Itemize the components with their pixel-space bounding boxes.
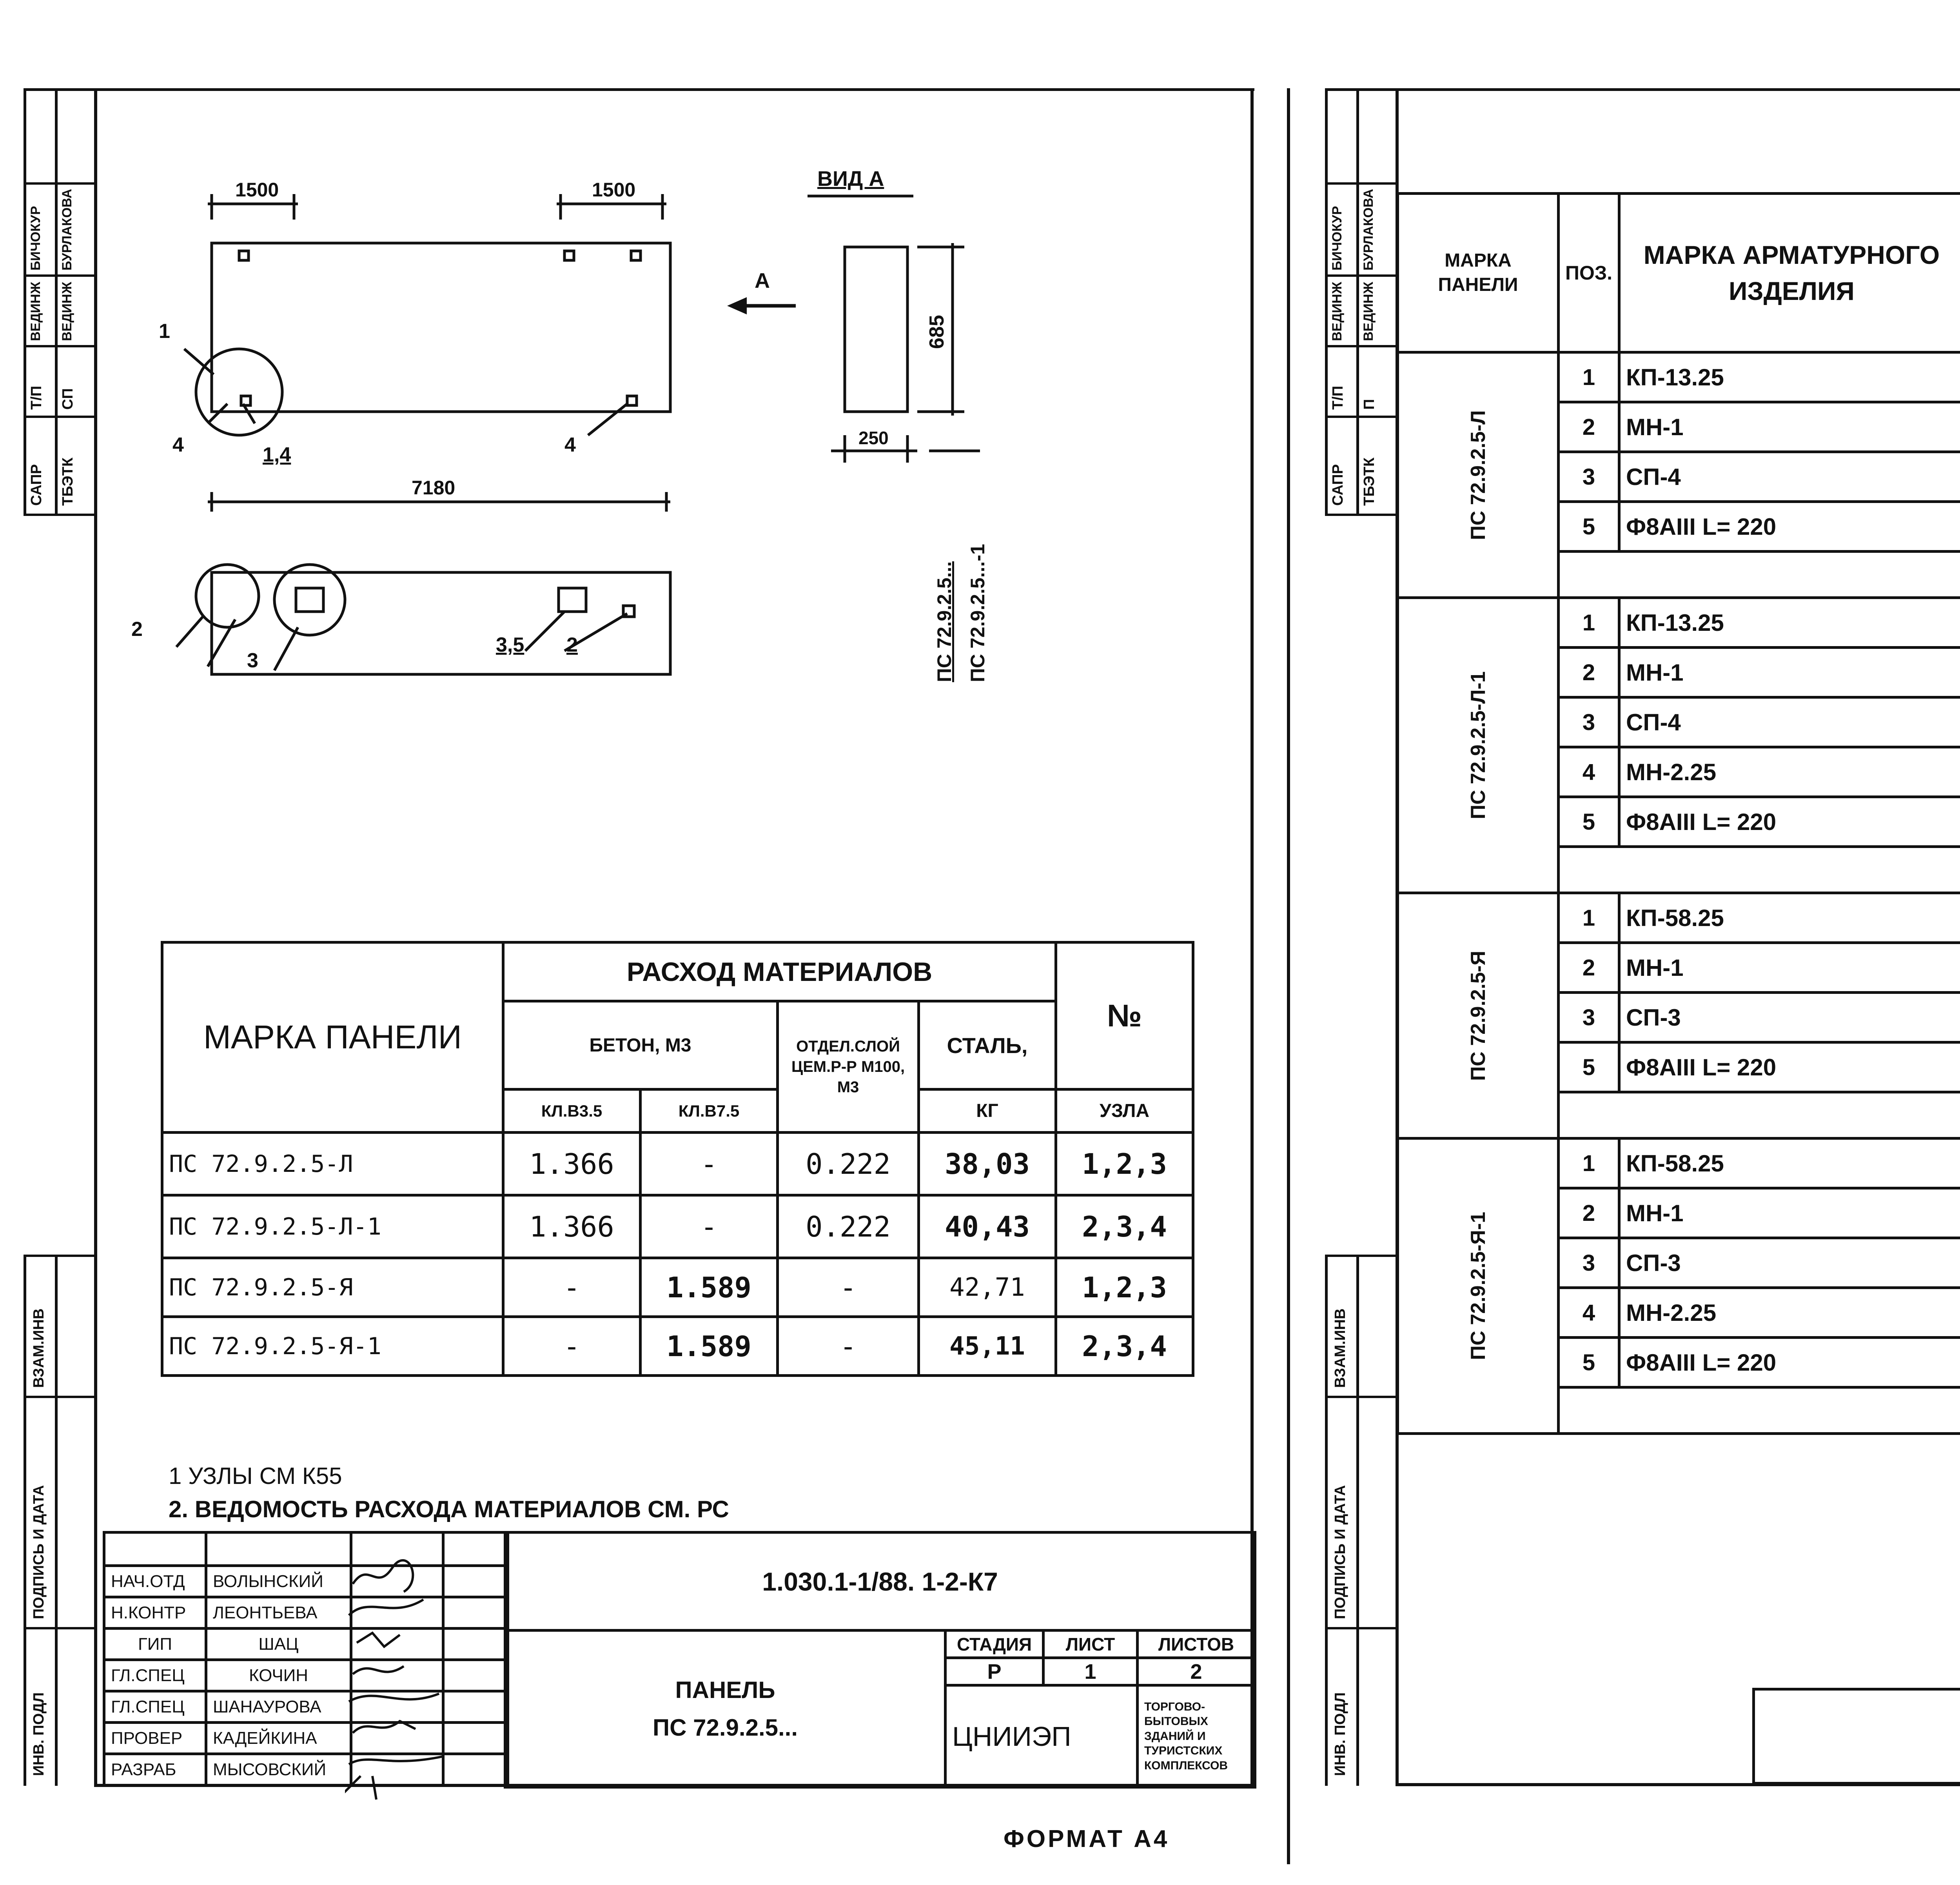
cell-item: Ф8АIII L= 220 xyxy=(1619,797,1960,847)
cell-steel: 40,43 xyxy=(919,1195,1056,1258)
group-total xyxy=(1559,1092,1960,1139)
panel-mark-cell xyxy=(1398,352,1559,598)
callout-label: 4 xyxy=(564,434,576,456)
spec-row xyxy=(1398,1139,1960,1188)
panel-plan-outline xyxy=(212,243,670,412)
cell-pos: 3 xyxy=(1559,993,1619,1042)
format-label-left: ФОРМАТ А4 xyxy=(1004,1825,1170,1852)
col-header: ПОЗ. xyxy=(1559,194,1619,352)
spec-row xyxy=(1398,598,1960,648)
cell-finish: - xyxy=(778,1317,919,1376)
table-row xyxy=(162,1317,1193,1376)
cell-b75: - xyxy=(641,1195,778,1258)
panel-mark-label: ПС 72.9.2.5... xyxy=(933,561,955,682)
panel-mark-label: ПС 72.9.2.5-Л-1 xyxy=(1466,671,1490,819)
sheet-header: ЛИСТ xyxy=(1044,1631,1138,1658)
role-label: ГЛ.СПЕЦ xyxy=(104,1691,206,1723)
cell-mark: ПС 72.9.2.5-Я-1 xyxy=(162,1317,503,1376)
panel-mark-cell xyxy=(1398,893,1559,1139)
panel-mark-cell xyxy=(1398,1139,1559,1434)
materials-table xyxy=(161,941,1194,1377)
drawing-code-right xyxy=(1754,1689,1960,1783)
sheets-header: ЛИСТОВ xyxy=(1138,1631,1255,1658)
cell-pos: 4 xyxy=(1559,747,1619,797)
cell-item: МН-1 xyxy=(1619,648,1960,697)
panel-mark-label: ПС 72.9.2.5-Я-1 xyxy=(1466,1211,1490,1360)
cell-item: СП-4 xyxy=(1619,452,1960,502)
cell-item: МН-2.25 xyxy=(1619,1288,1960,1338)
table-title: РАСХОД МАТЕРИАЛОВ xyxy=(503,942,1056,1001)
cell-item: Ф8АIII L= 220 xyxy=(1619,502,1960,552)
cell-mark: ПС 72.9.2.5-Я xyxy=(162,1258,503,1317)
cell-item: КП-13.25 xyxy=(1619,598,1960,648)
sheet-value: 1 xyxy=(1044,1658,1138,1685)
side-label: САПР xyxy=(28,464,45,506)
callout-label: 4 xyxy=(172,434,184,456)
organization: ЦНИИЭП xyxy=(946,1685,1138,1787)
side-label: ИНВ. ПОДЛ xyxy=(1332,1692,1348,1776)
panel-mark-cell xyxy=(1398,598,1559,893)
col-header: МАРКА АРМАТУРНОГО ИЗДЕЛИЯ xyxy=(1619,194,1960,352)
side-label: ВЕДИНЖ xyxy=(28,281,43,341)
side-label: ИНВ. ПОДЛ xyxy=(31,1692,47,1776)
role-label: РАЗРАБ xyxy=(104,1754,206,1785)
person-name: ЛЕОНТЬЕВА xyxy=(206,1597,351,1629)
side-label: Т/П xyxy=(28,385,45,410)
side-label: ТБЭТК xyxy=(60,457,76,506)
cell-pos: 2 xyxy=(1559,1188,1619,1238)
col-header: СТАЛЬ, xyxy=(919,1001,1056,1090)
note-2: 2. ВЕДОМОСТЬ РАСХОДА МАТЕРИАЛОВ СМ. РС xyxy=(169,1496,729,1522)
callout-label: 3 xyxy=(247,649,258,672)
sub-header: КЛ.В7.5 xyxy=(641,1090,778,1133)
cell-pos: 3 xyxy=(1559,452,1619,502)
note-1: 1 УЗЛЫ СМ К55 xyxy=(169,1463,342,1489)
side-label: ВЕДИНЖ xyxy=(60,281,74,341)
col-header: БЕТОН, М3 xyxy=(503,1001,778,1090)
dim-label-7180: 7180 xyxy=(412,477,456,499)
side-label: Т/П xyxy=(1330,385,1346,410)
cell-item: МН-1 xyxy=(1619,402,1960,452)
sheets-value: 2 xyxy=(1138,1658,1255,1685)
person-name: ШАЦ xyxy=(206,1629,351,1660)
cell-pos: 4 xyxy=(1559,1288,1619,1338)
cell-finish: 0.222 xyxy=(778,1133,919,1195)
dim-label-1500-right: 1500 xyxy=(592,179,636,201)
col-header: МАРКА ПАНЕЛИ xyxy=(1398,194,1559,352)
cell-b75: 1.589 xyxy=(641,1317,778,1376)
cell-pos: 5 xyxy=(1559,797,1619,847)
cell-pos: 1 xyxy=(1559,1139,1619,1188)
side-label: БИЧОКУР xyxy=(28,206,43,271)
callout-label: 3,5 xyxy=(496,634,524,656)
sub-header: КГ xyxy=(919,1090,1056,1133)
fold-line xyxy=(1287,88,1290,1864)
cell-b35: 1.366 xyxy=(503,1133,641,1195)
spec-row xyxy=(1398,893,1960,943)
side-label: ВЗАМ.ИНВ xyxy=(1332,1308,1348,1388)
signatures xyxy=(345,1556,474,1807)
cell-b35: - xyxy=(503,1258,641,1317)
cell-item: МН-1 xyxy=(1619,943,1960,993)
role-label: ГЛ.СПЕЦ xyxy=(104,1660,206,1691)
cell-item: СП-3 xyxy=(1619,993,1960,1042)
cell-pos: 1 xyxy=(1559,893,1619,943)
group-total xyxy=(1559,552,1960,598)
cell-item: СП-4 xyxy=(1619,697,1960,747)
spec-row xyxy=(1398,352,1960,402)
right-stamp xyxy=(1752,1688,1960,1785)
panel-mark-label: ПС 72.9.2.5-Л xyxy=(1466,410,1490,540)
side-label: СП xyxy=(60,388,76,410)
group-total xyxy=(1559,1387,1960,1434)
side-label: САПР xyxy=(1330,464,1346,506)
cell-pos: 3 xyxy=(1559,697,1619,747)
cell-pos: 2 xyxy=(1559,648,1619,697)
cell-pos: 3 xyxy=(1559,1238,1619,1288)
callout-label: 1,4 xyxy=(263,443,291,466)
role-label: Н.КОНТР xyxy=(104,1597,206,1629)
cell-pos: 5 xyxy=(1559,502,1619,552)
role-label: ПРОВЕР xyxy=(104,1723,206,1754)
drawing-name: ПАНЕЛЬ xyxy=(675,1676,775,1703)
cell-pos: 1 xyxy=(1559,598,1619,648)
panel-drawing xyxy=(0,0,1286,706)
organization-subtitle: ТОРГОВО-БЫТОВЫХ ЗДАНИЙ И ТУРИСТСКИХ КОМПЛЕКСОВ xyxy=(1138,1685,1255,1787)
spec-table xyxy=(1396,192,1960,1435)
person-name: МЫСОВСКИЙ xyxy=(206,1754,351,1785)
cell-b75: 1.589 xyxy=(641,1258,778,1317)
cell-pos: 5 xyxy=(1559,1042,1619,1092)
cell-b35: - xyxy=(503,1317,641,1376)
side-label: ВЗАМ.ИНВ xyxy=(31,1308,47,1388)
col-header: № xyxy=(1056,942,1193,1090)
view-arrow-icon xyxy=(727,297,796,314)
table-row xyxy=(162,1133,1193,1195)
callout-label: 2 xyxy=(566,634,578,656)
col-header: МАРКА ПАНЕЛИ xyxy=(162,942,503,1133)
side-label: ВЕДИНЖ xyxy=(1330,281,1345,341)
cell-mark: ПС 72.9.2.5-Л xyxy=(162,1133,503,1195)
cell-b35: 1.366 xyxy=(503,1195,641,1258)
cell-pos: 2 xyxy=(1559,402,1619,452)
cell-pos: 2 xyxy=(1559,943,1619,993)
cell-item: КП-58.25 xyxy=(1619,893,1960,943)
cell-node: 2,3,4 xyxy=(1056,1317,1193,1376)
panel-mark-label: ПС 72.9.2.5-Я xyxy=(1466,950,1490,1081)
side-label: БУРЛАКОВА xyxy=(60,189,74,271)
view-title: ВИД А xyxy=(817,167,884,191)
cell-steel: 42,71 xyxy=(919,1258,1056,1317)
panel-mark-label: ПС 72.9.2.5...-1 xyxy=(967,544,989,682)
cell-node: 1,2,3 xyxy=(1056,1133,1193,1195)
stage-value: Р xyxy=(946,1658,1044,1685)
dim-label-250: 250 xyxy=(858,428,889,448)
drawing-name-mark: ПС 72.9.2.5... xyxy=(653,1714,798,1741)
callout-label: 1 xyxy=(159,320,170,343)
cell-finish: 0.222 xyxy=(778,1195,919,1258)
arrow-label: А xyxy=(755,269,770,292)
cell-steel: 38,03 xyxy=(919,1133,1056,1195)
dim-label-685: 685 xyxy=(926,315,948,349)
cell-steel: 45,11 xyxy=(919,1317,1056,1376)
group-total xyxy=(1559,847,1960,893)
cell-item: Ф8АIII L= 220 xyxy=(1619,1338,1960,1387)
cell-item: КП-13.25 xyxy=(1619,352,1960,402)
drawing-code: 1.030.1-1/88. 1-2-К7 xyxy=(505,1533,1255,1631)
role-label: ГИП xyxy=(104,1629,206,1660)
view-a-outline xyxy=(845,247,907,412)
table-row xyxy=(162,1195,1193,1258)
side-label: ВЕДИНЖ xyxy=(1361,281,1376,341)
table-row xyxy=(162,1258,1193,1317)
person-name: ВОЛЫНСКИЙ xyxy=(206,1566,351,1597)
side-label: ТБЭТК xyxy=(1361,457,1377,506)
col-header: ОТДЕЛ.СЛОЙ ЦЕМ.Р-Р М100, М3 xyxy=(778,1001,919,1133)
cell-b75: - xyxy=(641,1133,778,1195)
callout-label: 2 xyxy=(131,618,143,641)
sub-header: УЗЛА xyxy=(1056,1090,1193,1133)
dim-label-1500-left: 1500 xyxy=(235,179,279,201)
side-label: ПОДПИСЬ И ДАТА xyxy=(31,1485,47,1619)
person-name: ШАНАУРОВА xyxy=(206,1691,351,1723)
sub-header: КЛ.В3.5 xyxy=(503,1090,641,1133)
side-label: БИЧОКУР xyxy=(1330,206,1345,271)
role-label: НАЧ.ОТД xyxy=(104,1566,206,1597)
cell-pos: 1 xyxy=(1559,352,1619,402)
title-block-main xyxy=(504,1531,1256,1789)
cell-item: СП-3 xyxy=(1619,1238,1960,1288)
cell-finish: - xyxy=(778,1258,919,1317)
cell-node: 1,2,3 xyxy=(1056,1258,1193,1317)
cell-node: 2,3,4 xyxy=(1056,1195,1193,1258)
side-label: ПОДПИСЬ И ДАТА xyxy=(1332,1485,1348,1619)
cell-pos: 5 xyxy=(1559,1338,1619,1387)
cell-item: МН-1 xyxy=(1619,1188,1960,1238)
cell-mark: ПС 72.9.2.5-Л-1 xyxy=(162,1195,503,1258)
cell-item: КП-58.25 xyxy=(1619,1139,1960,1188)
person-name: КОЧИН xyxy=(206,1660,351,1691)
cell-item: Ф8АIII L= 220 xyxy=(1619,1042,1960,1092)
cell-item: МН-2.25 xyxy=(1619,747,1960,797)
side-label: БУРЛАКОВА xyxy=(1361,189,1376,271)
person-name: КАДЕЙКИНА xyxy=(206,1723,351,1754)
side-label: П xyxy=(1361,399,1377,410)
stage-header: СТАДИЯ xyxy=(946,1631,1044,1658)
